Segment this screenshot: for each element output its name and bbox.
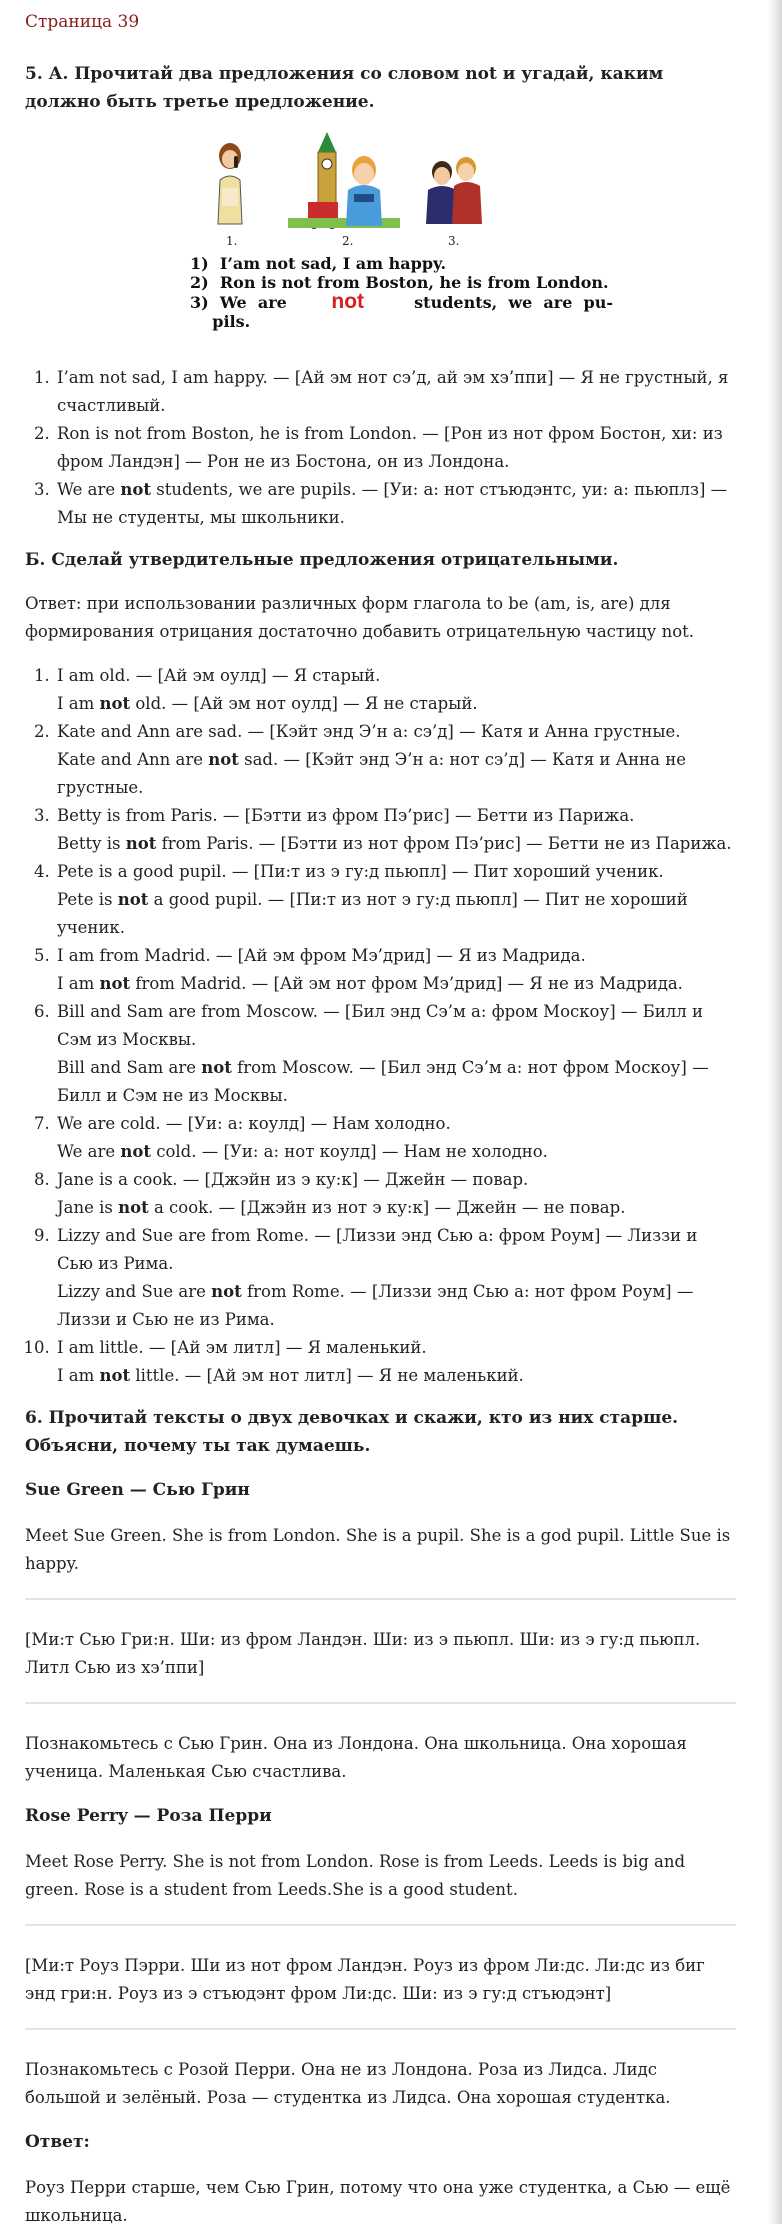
ex5a-heading: 5. А. Прочитай два предложения со словом not и угадай, каким должно быть третье предложение. bbox=[25, 64, 664, 112]
example-sentences bbox=[190, 254, 613, 331]
negative-sentence: Jane is not a cook. — [Джэйн из нот э ку:к] — Джейн — не повар. bbox=[57, 1198, 626, 1217]
list-item bbox=[55, 942, 736, 998]
answer-text: Роуз Перри старше, чем Сью Грин, потому что она уже студентка, а Сью — ещё школьница. bbox=[25, 2178, 731, 2225]
list-item bbox=[55, 1166, 736, 1222]
affirmative-sentence: 6. Bill and Sam are from Moscow. — [Бил энд Сэ’м а: фром Москоу] — Билл и Сэм из Москвы. bbox=[57, 1002, 703, 1049]
highlighted-not: not bbox=[331, 290, 365, 313]
boy-bigben-picture bbox=[288, 132, 400, 232]
rose-transcription: [Ми:т Роуз Пэрри. Ши из нот фром Ландэн. Роуз из фром Ли:дс. Ли:дс из биг энд гри:н. Роуз из э стъюдэнт фром Ли:дс. Ши: из э гу:д стъюдэнт] bbox=[25, 1956, 705, 2003]
ex6-heading: 6. Прочитай тексты о двух девочках и скажи, кто из них старше. Объясни, почему ты так думаешь. bbox=[25, 1408, 679, 1456]
sue-russian-text: Познакомьтесь с Сью Грин. Она из Лондона. Она школьница. Она хорошая ученица. Маленькая Сью счастлива. bbox=[25, 1734, 687, 1781]
ex5b-answer-intro: Ответ: при использовании различных форм глагола to be (am, is, are) для формирования отрицания достаточно добавить отрицательную частицу not. bbox=[25, 594, 695, 641]
page-label: Страница 39 bbox=[25, 12, 140, 32]
negative-sentence: Kate and Ann are not sad. — [Кэйт энд Э’н а: нот сэ’д] — Катя и Анна не грустные. bbox=[57, 750, 687, 797]
sue-english-text: Meet Sue Green. She is from London. She is a pupil. She is a god pupil. Little Sue is happy. bbox=[25, 1526, 731, 1573]
affirmative-sentence: 7. We are cold. — [Уи: а: коулд] — Нам холодно. bbox=[57, 1114, 451, 1133]
two-boys-picture bbox=[422, 132, 486, 232]
affirmative-sentence: 5. I am from Madrid. — [Ай эм фром Мэ’дрид] — Я из Мадрида. bbox=[57, 946, 586, 965]
list-item: 2. Ron is not from Boston, he is from London. — [Рон из нот фром Бостон, хи: из фром Ландэн] — Рон не из Бостона, он из Лондона. bbox=[55, 420, 736, 476]
negative-sentence: Pete is not a good pupil. — [Пи:т из нот э гу:д пьюпл] — Пит не хороший ученик. bbox=[57, 890, 688, 937]
ex5b-answers bbox=[25, 662, 736, 1390]
list-item bbox=[55, 802, 736, 858]
rose-english-text: Meet Rose Perry. She is not from London. Rose is from Leeds. Leeds is big and green. Rose is a student from Leeds.She is a good student. bbox=[25, 1852, 686, 1899]
ex5b-heading: Б. Сделай утвердительные предложения отрицательными. bbox=[25, 550, 619, 570]
list-item bbox=[55, 1110, 736, 1166]
sue-transcription: [Ми:т Сью Гри:н. Ши: из фром Ландэн. Ши: из э пьюпл. Ши: из э гу:д пьюпл. Литл Сью из хэ’ппи] bbox=[25, 1630, 701, 1677]
divider bbox=[25, 1598, 736, 1600]
affirmative-sentence: 4. Pete is a good pupil. — [Пи:т из э гу:д пьюпл] — Пит хороший ученик. bbox=[57, 862, 664, 881]
list-item: 3. We are not students, we are pupils. — [Уи: а: нот стъюдэнтс, уи: а: пьюплз] — Мы не студенты, мы школьники. bbox=[55, 476, 736, 532]
ex5a-answers bbox=[25, 364, 736, 532]
figure-number-2: 2. bbox=[342, 234, 354, 248]
negative-sentence: I am not little. — [Ай эм нот литл] — Я не маленький. bbox=[57, 1366, 524, 1385]
affirmative-sentence: 2. Kate and Ann are sad. — [Кэйт энд Э’н а: сэ’д] — Катя и Анна грустные. bbox=[57, 722, 681, 741]
divider bbox=[25, 2028, 736, 2030]
negative-sentence: I am not old. — [Ай эм нот оулд] — Я не старый. bbox=[57, 694, 478, 713]
list-item bbox=[55, 718, 736, 802]
affirmative-sentence: 10. I am little. — [Ай эм литл] — Я маленький. bbox=[57, 1338, 427, 1357]
affirmative-sentence: 8. Jane is a cook. — [Джэйн из э ку:к] — Джейн — повар. bbox=[57, 1170, 529, 1189]
example-line-2: 2) Ron is not from Boston, he is from London. bbox=[190, 273, 609, 292]
affirmative-sentence: 9. Lizzy and Sue are from Rome. — [Лиззи энд Сью а: фром Роум] — Лиззи и Сью из Рима. bbox=[57, 1226, 698, 1273]
textbook-illustration bbox=[190, 132, 670, 334]
girl-phone-picture bbox=[212, 132, 248, 232]
answer-label: Ответ: bbox=[25, 2132, 90, 2152]
example-line-1: 1) I’am not sad, I am happy. bbox=[190, 254, 447, 273]
negative-sentence: I am not from Madrid. — [Ай эм нот фром Мэ’дрид] — Я не из Мадрида. bbox=[57, 974, 683, 993]
list-item bbox=[55, 858, 736, 942]
list-item bbox=[55, 662, 736, 718]
list-item bbox=[55, 1334, 736, 1390]
rose-russian-text: Познакомьтесь с Розой Перри. Она не из Лондона. Роза из Лидса. Лидс большой и зелёный. Роза — студентка из Лидса. Она хорошая студентка. bbox=[25, 2060, 671, 2107]
divider bbox=[25, 1702, 736, 1704]
page-edge-shadow bbox=[768, 0, 782, 2224]
figure-number-3: 3. bbox=[448, 234, 460, 248]
negative-sentence: Lizzy and Sue are not from Rome. — [Лиззи энд Сью а: нот фром Роум] — Лиззи и Сью не из Рима. bbox=[57, 1282, 694, 1329]
figure-number-1: 1. bbox=[226, 234, 238, 248]
list-item: 1. I’am not sad, I am happy. — [Ай эм нот сэ’д, ай эм хэ’ппи] — Я не грустный, я счастливый. bbox=[55, 364, 736, 420]
example-line-3: 3) We are not students, we are pu- bbox=[190, 290, 613, 313]
affirmative-sentence: 1. I am old. — [Ай эм оулд] — Я старый. bbox=[57, 666, 381, 685]
example-line-3-cont: pils. bbox=[212, 312, 251, 331]
sue-heading: Sue Green — Сью Грин bbox=[25, 1480, 250, 1500]
rose-heading: Rose Perry — Роза Перри bbox=[25, 1806, 272, 1826]
affirmative-sentence: 3. Betty is from Paris. — [Бэтти из фром Пэ’рис] — Бетти из Парижа. bbox=[57, 806, 635, 825]
divider bbox=[25, 1924, 736, 1926]
list-item bbox=[55, 1222, 736, 1334]
list-item bbox=[55, 998, 736, 1110]
negative-sentence: Betty is not from Paris. — [Бэтти из нот фром Пэ’рис] — Бетти не из Парижа. bbox=[57, 834, 732, 853]
negative-sentence: We are not cold. — [Уи: а: нот коулд] — Нам не холодно. bbox=[57, 1142, 548, 1161]
negative-sentence: Bill and Sam are not from Moscow. — [Бил энд Сэ’м а: нот фром Москоу] — Билл и Сэм не из Москвы. bbox=[57, 1058, 709, 1105]
